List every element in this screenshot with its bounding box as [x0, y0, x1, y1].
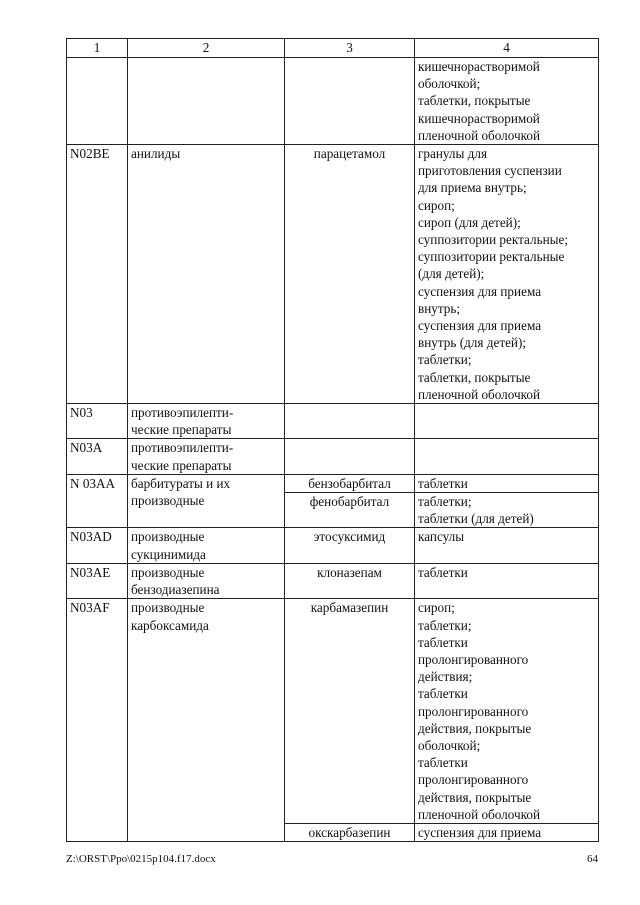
group-name-cell	[128, 439, 285, 474]
dosage-form-line: действия, покрытые	[418, 720, 532, 736]
drug-name-cell: клоназепам	[285, 563, 415, 598]
table-row	[67, 439, 599, 474]
group-name-line: сукцинимида	[131, 546, 206, 562]
group-name-line: противоэпилепти-	[131, 405, 234, 421]
group-name-line: противоэпилепти-	[131, 440, 234, 456]
dosage-forms-cell	[415, 599, 599, 824]
group-name-line: ческие препараты	[131, 457, 232, 473]
atc-code-cell: N03A	[67, 439, 128, 474]
table-header-row	[67, 39, 599, 58]
header-cell-4: 4	[415, 39, 599, 58]
dosage-forms-cell	[415, 474, 599, 492]
dosage-form-line: таблетки	[418, 564, 468, 580]
table-row	[67, 145, 599, 404]
dosage-forms-cell	[415, 58, 599, 145]
drug-name-cell: окскарбазепин	[285, 823, 415, 841]
dosage-form-line: оболочкой;	[418, 76, 481, 92]
group-name-line: ческие препараты	[131, 422, 232, 438]
group-name-line: бензодиазепина	[131, 582, 220, 598]
atc-code-cell: N03	[67, 404, 128, 439]
drug-name-cell: фенобарбитал	[285, 493, 415, 528]
group-name-cell	[128, 599, 285, 842]
dosage-form-line: таблетки	[418, 686, 468, 702]
drug-table	[66, 38, 599, 842]
dosage-form-line: капсулы	[418, 529, 465, 545]
group-name-line: барбитураты и их	[131, 475, 231, 491]
dosage-form-line: таблетки;	[418, 617, 472, 633]
footer-page-number: 64	[587, 853, 598, 865]
dosage-form-line: сироп;	[418, 197, 455, 213]
drug-name-cell: парацетамол	[285, 145, 415, 404]
dosage-form-line: внутрь;	[418, 300, 461, 316]
dosage-forms-cell	[415, 493, 599, 528]
drug-name-cell: бензобарбитал	[285, 474, 415, 492]
drug-name-cell	[285, 58, 415, 145]
group-name-cell	[128, 528, 285, 563]
dosage-form-line: суспензия для приема	[418, 824, 542, 840]
dosage-form-line: суппозитории ректальные	[418, 249, 565, 265]
dosage-form-line: кишечнорастворимой	[418, 110, 540, 126]
group-name-line: анилиды	[131, 146, 181, 162]
dosage-form-line: (для детей);	[418, 266, 485, 282]
header-cell-3: 3	[285, 39, 415, 58]
group-name-cell	[128, 145, 285, 404]
group-name-line: производные	[131, 564, 205, 580]
dosage-form-line: приготовления суспензии	[418, 163, 562, 179]
table-row	[67, 404, 599, 439]
header-cell-1: 1	[67, 39, 128, 58]
dosage-form-line: внутрь (для детей);	[418, 335, 527, 351]
dosage-form-line: таблетки;	[418, 494, 472, 510]
atc-code-cell: N03AF	[67, 599, 128, 842]
dosage-form-line: кишечнорастворимой	[418, 59, 540, 74]
drug-name-cell	[285, 439, 415, 474]
dosage-form-line: сироп (для детей);	[418, 214, 521, 230]
group-name-line: карбоксамида	[131, 617, 209, 633]
group-name-cell	[128, 563, 285, 598]
group-name-line: производные	[131, 493, 205, 509]
dosage-form-line: оболочкой;	[418, 737, 481, 753]
group-name-cell	[128, 58, 285, 145]
dosage-form-line: пролонгированного	[418, 772, 529, 788]
dosage-form-line: таблетки, покрытые	[418, 93, 531, 109]
group-name-cell	[128, 404, 285, 439]
drug-name-cell: карбамазепин	[285, 599, 415, 824]
dosage-form-line: пленочной оболочкой	[418, 806, 541, 822]
dosage-form-line: пленочной оболочкой	[418, 127, 541, 143]
dosage-form-line: таблетки (для детей)	[418, 511, 534, 527]
dosage-form-line: таблетки	[418, 475, 468, 491]
dosage-form-line: таблетки, покрытые	[418, 369, 531, 385]
dosage-form-line: пленочной оболочкой	[418, 386, 541, 402]
dosage-form-line: таблетки	[418, 634, 468, 650]
header-cell-2: 2	[128, 39, 285, 58]
group-name-line: производные	[131, 529, 205, 545]
dosage-forms-cell	[415, 528, 599, 563]
dosage-form-line: действия, покрытые	[418, 789, 532, 805]
drug-name-cell: этосуксимид	[285, 528, 415, 563]
atc-code-cell: N 03AA	[67, 474, 128, 528]
dosage-forms-cell	[415, 145, 599, 404]
dosage-form-line: таблетки	[418, 755, 468, 771]
group-name-line: производные	[131, 600, 205, 616]
atc-code-cell: N03AD	[67, 528, 128, 563]
drug-name-cell	[285, 404, 415, 439]
dosage-form-line: сироп;	[418, 600, 455, 616]
table-body	[67, 39, 599, 842]
atc-code-cell: N02BE	[67, 145, 128, 404]
table-row	[67, 58, 599, 145]
dosage-forms-cell	[415, 404, 599, 439]
dosage-form-line: суспензия для приема	[418, 283, 542, 299]
dosage-form-line: пролонгированного	[418, 651, 529, 667]
table-row	[67, 474, 599, 492]
group-name-cell	[128, 474, 285, 528]
table-row	[67, 563, 599, 598]
atc-code-cell	[67, 58, 128, 145]
table-row	[67, 599, 599, 824]
dosage-form-line: таблетки;	[418, 352, 472, 368]
atc-code-cell: N03AE	[67, 563, 128, 598]
dosage-form-line: действия;	[418, 669, 473, 685]
footer-file-path: Z:\ORST\Ppo\0215p104.f17.docx	[66, 853, 216, 865]
dosage-forms-cell	[415, 823, 599, 841]
dosage-form-line: суспензия для приема	[418, 318, 542, 334]
table-row	[67, 528, 599, 563]
dosage-forms-cell	[415, 439, 599, 474]
dosage-form-line: пролонгированного	[418, 703, 529, 719]
dosage-form-line: для приема внутрь;	[418, 180, 527, 196]
dosage-forms-cell	[415, 563, 599, 598]
dosage-form-line: гранулы для	[418, 146, 488, 162]
dosage-form-line: суппозитории ректальные;	[418, 232, 569, 248]
